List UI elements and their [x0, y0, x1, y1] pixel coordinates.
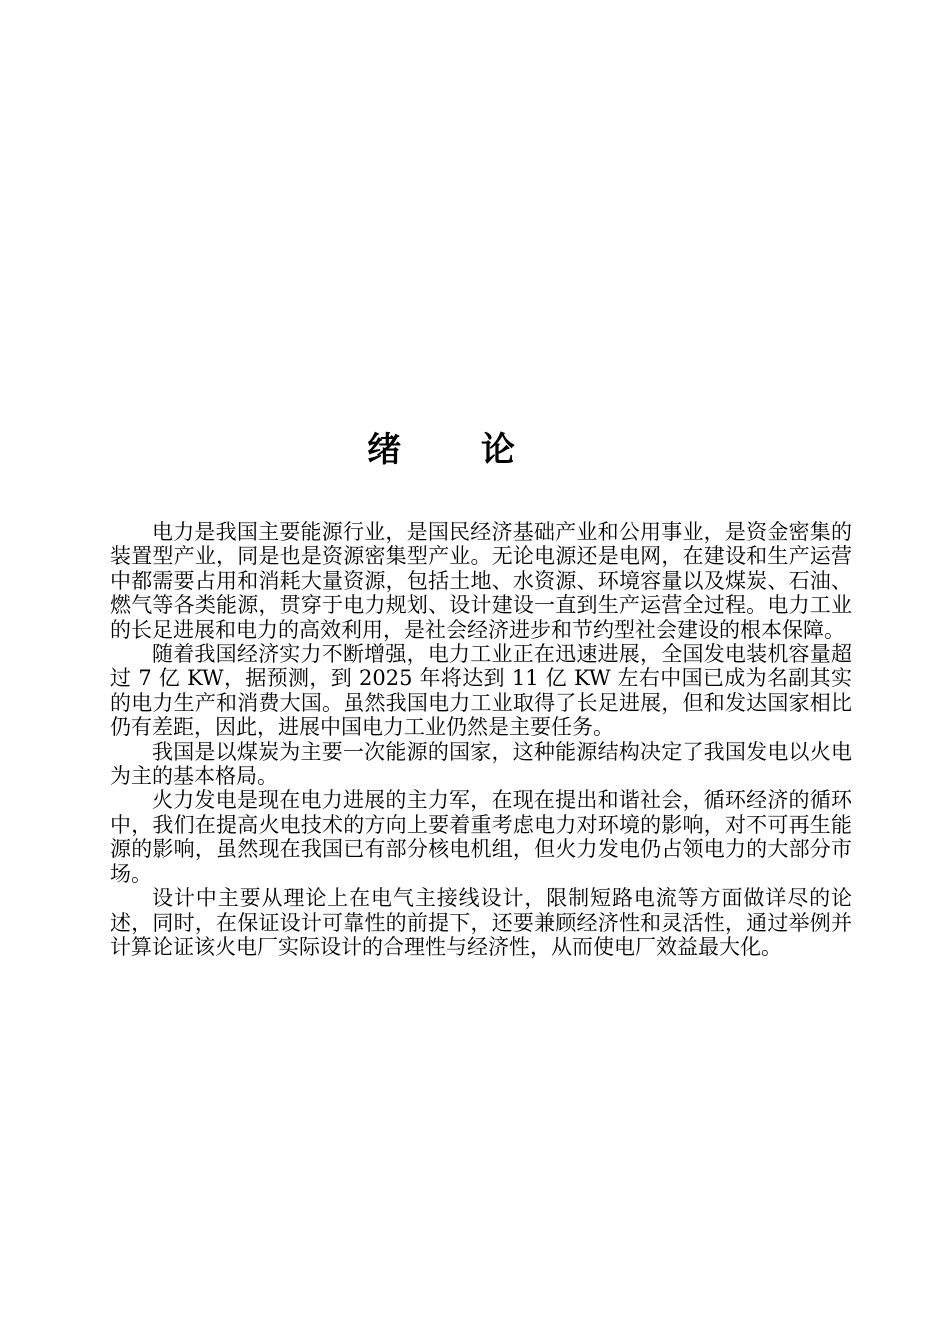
- paragraph-3: 我国是以煤炭为主要一次能源的国家，这种能源结构决定了我国发电以火电为主的基本格局。: [110, 739, 852, 789]
- paragraph-1: 电力是我国主要能源行业，是国民经济基础产业和公用事业，是资金密集的装置型产业，同是也是资源密集型产业。无论电源还是电网，在建设和生产运营中都需要占用和消耗大量资源，包括土地、水资源、环境容量以及煤炭、石油、燃气等各类能源，贯穿于电力规划、设计建设一直到生产运营全过程。电力工业的长足进展和电力的高效利用，是社会经济进步和节约型社会建设的根本保障。: [110, 520, 852, 642]
- paragraph-5: 设计中主要从理论上在电气主接线设计，限制短路电流等方面做详尽的论述，同时，在保证设计可靠性的前提下，还要兼顾经济性和灵活性，通过举例并计算论证该火电厂实际设计的合理性与经济性，从而使电厂效益最大化。: [110, 886, 852, 959]
- paragraph-4: 火力发电是现在电力进展的主力军，在现在提出和谐社会，循环经济的循环中，我们在提高火电技术的方向上要着重考虑电力对环境的影响，对不可再生能源的影响，虽然现在我国已有部分核电机组，但火力发电仍占领电力的大部分市场。: [110, 788, 852, 886]
- chapter-title: 绪 论: [367, 430, 549, 470]
- paragraph-2: 随着我国经济实力不断增强，电力工业正在迅速进展，全国发电装机容量超过 7 亿 KW，据预测，到 2025 年将达到 11 亿 KW 左右中国已成为名副其实的电力生产和消费大国。虽然我国电力工业取得了长足进展，但和发达国家相比仍有差距，因此，进展中国电力工业仍然是主要任务。: [110, 642, 852, 740]
- body-text: [110, 520, 852, 959]
